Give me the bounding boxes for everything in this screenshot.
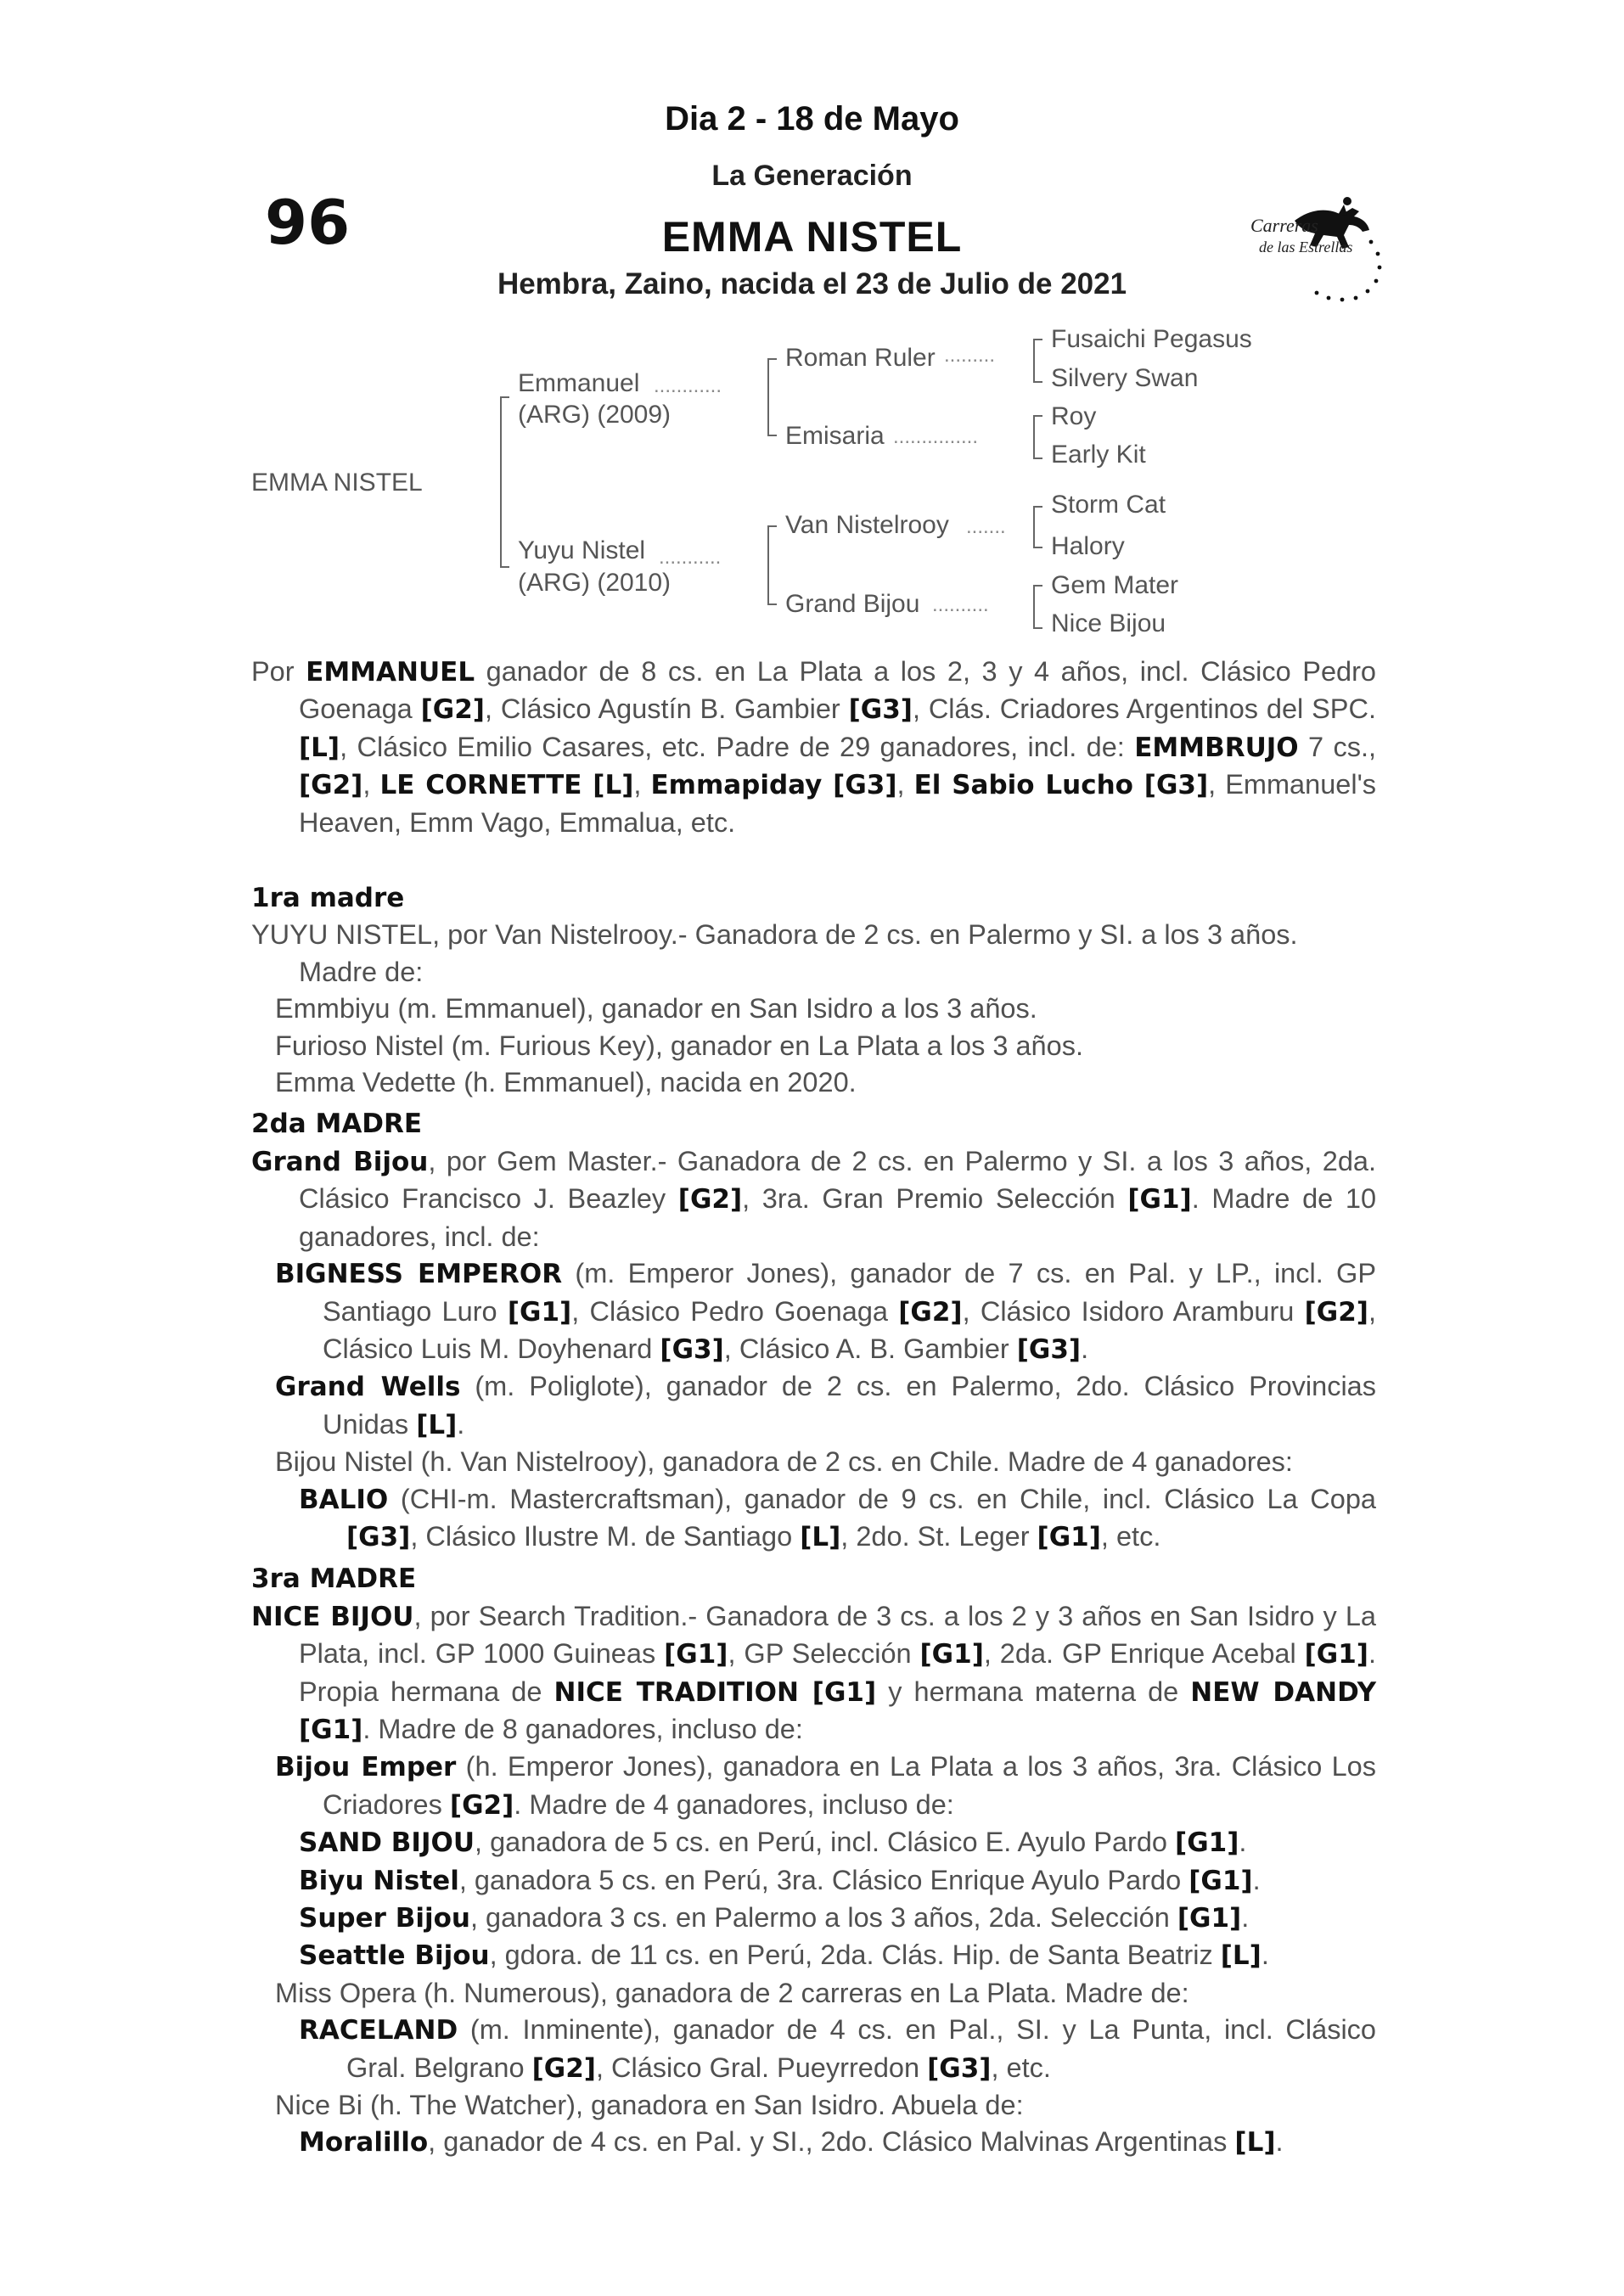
super-bijou: Super Bijou, ganadora 3 cs. en Palermo a los 3 años, 2da. Selección [G1]. xyxy=(299,1902,1250,1934)
pedigree-g6: Halory xyxy=(1051,532,1125,560)
first-dam-line: YUYU NISTEL, por Van Nistelrooy.- Ganadora de 2 cs. en Palermo y SI. a los 3 años. xyxy=(251,919,1298,951)
pedigree-dam-dam: Grand Bijou xyxy=(785,590,920,618)
nice-bi: Nice Bi (h. The Watcher), ganadora en San Isidro. Abuela de: xyxy=(275,2090,1024,2121)
progeny-1: Emmbiyu (m. Emmanuel), ganador en San Isidro a los 3 años. xyxy=(275,993,1037,1024)
logo-text-estrellas: de las Estrellas xyxy=(1259,239,1353,255)
race-name: La Generación xyxy=(711,160,913,192)
svg-text:..........: .......... xyxy=(932,593,989,616)
pedigree-dam-origin: (ARG) (2010) xyxy=(518,569,672,597)
pedigree-dam: Yuyu Nistel xyxy=(518,536,646,564)
logo-text-carreras: Carreras xyxy=(1250,215,1318,236)
svg-text:...............: ............... xyxy=(893,425,979,448)
biyu-nistel: Biyu Nistel, ganadora 5 cs. en Perú, 3ra. Clásico Enrique Ayulo Pardo [G1]. xyxy=(299,1864,1261,1896)
pedigree-chart xyxy=(0,0,1624,671)
svg-text:.........: ......... xyxy=(944,344,996,367)
sire-name: EMMANUEL xyxy=(306,657,475,688)
second-dam-heading: 2da MADRE xyxy=(251,1109,423,1140)
bigness-emperor: BIGNESS EMPEROR (m. Emperor Jones), ganador de 7 cs. en Pal. y LP., incl. GP Santiago Luro [G1], Clásico Pedro Goenaga [G2], Clásico Isidoro Aramburu [G2], Clásico Luis M. Doyhenard [G3], Clásico A. B. Gambier [G3]. xyxy=(275,1258,1377,1365)
miss-opera: Miss Opera (h. Numerous), ganadora de 2 carreras en La Plata. Madre de: xyxy=(275,1977,1189,2008)
madre-de: Madre de: xyxy=(299,956,424,987)
pedigree-g3: Roy xyxy=(1051,402,1097,430)
pedigree-dam-sire: Van Nistelrooy xyxy=(785,511,949,539)
third-dam-paragraph: NICE BIJOU, por Search Tradition.- Ganadora de 3 cs. a los 2 y 3 años en San Isidro y La Plata, incl. GP 1000 Guineas [G1], GP Selección [G1], 2da. GP Enrique Acebal [G1]. Propia hermana de NICE TRADITION [G1] y hermana materna de NEW DANDY [G1]. Madre de 8 ganadores, incluso de: xyxy=(251,1600,1377,1745)
pedigree-g2: Silvery Swan xyxy=(1051,364,1199,392)
raceland: RACELAND (m. Inminente), ganador de 4 cs. en Pal., SI. y La Punta, incl. Clásico Gral. Belgrano [G2], Clásico Gral. Pueyrredon [G3], etc. xyxy=(299,2014,1376,2084)
first-dam-heading: 1ra madre xyxy=(251,883,405,914)
moralillo: Moralillo, ganador de 4 cs. en Pal. y SI., 2do. Clásico Malvinas Argentinas [L]. xyxy=(299,2126,1284,2158)
third-dam-heading: 3ra MADRE xyxy=(251,1563,417,1595)
svg-text:...........: ........... xyxy=(659,546,722,569)
progeny-2: Furioso Nistel (m. Furious Key), ganador en La Plata a los 3 años. xyxy=(275,1030,1083,1061)
pedigree-subject: EMMA NISTEL xyxy=(251,469,423,497)
pedigree-g5: Storm Cat xyxy=(1051,491,1166,519)
bijou-emper: Bijou Emper (h. Emperor Jones), ganadora en La Plata a los 3 años, 3ra. Clásico Los Criadores [G2]. Madre de 4 ganadores, incluso de: xyxy=(275,1751,1376,1821)
progeny-3: Emma Vedette (h. Emmanuel), nacida en 2020. xyxy=(275,1067,857,1098)
seattle-bijou: Seattle Bijou, gdora. de 11 cs. en Perú, 2da. Clás. Hip. de Santa Beatriz [L]. xyxy=(299,1940,1269,1972)
pedigree-g7: Gem Mater xyxy=(1051,571,1179,599)
pedigree-sire: Emmanuel xyxy=(518,369,640,397)
horse-description: Hembra, Zaino, nacida el 23 de Julio de 2021 xyxy=(497,267,1127,300)
second-dam-paragraph: Grand Bijou, por Gem Master.- Ganadora de 2 cs. en Palermo y SI. a los 3 años, 2da. Clásico Francisco J. Beazley [G2], 3ra. Gran Premio Selección [G1]. Madre de 10 ganadores, incl. de: xyxy=(251,1145,1377,1252)
balio: BALIO (CHI-m. Mastercraftsman), ganador de 9 cs. en Chile, incl. Clásico La Copa [G3], Clásico Ilustre M. de Santiago [L], 2do. St. Leger [G1], etc. xyxy=(299,1483,1376,1552)
catalogue-body xyxy=(251,654,1376,2162)
sand-bijou: SAND BIJOU, ganadora de 5 cs. en Perú, incl. Clásico E. Ayulo Pardo [G1]. xyxy=(299,1827,1247,1859)
sale-day: Dia 2 - 18 de Mayo xyxy=(665,100,959,138)
pedigree-sire-dam: Emisaria xyxy=(785,422,885,450)
pedigree-sire-origin: (ARG) (2009) xyxy=(518,401,672,429)
lot-number: 96 xyxy=(265,187,351,258)
pedigree-sire-sire: Roman Ruler xyxy=(785,344,936,372)
grand-wells: Grand Wells (m. Poliglote), ganador de 2 cs. en Palermo, 2do. Clásico Provincias Unidas [L]. xyxy=(275,1371,1377,1440)
svg-text:.......: ....... xyxy=(966,515,1006,538)
pedigree-lines xyxy=(0,0,1624,671)
pedigree-g8: Nice Bijou xyxy=(1051,609,1166,637)
sire-paragraph: Por EMMANUEL ganador de 8 cs. en La Plata a los 2, 3 y 4 años, incl. Clásico Pedro Goenaga [G2], Clásico Agustín B. Gambier [G3], Clás. Criadores Argentinos del SPC. [L], Clásico Emilio Casares, etc. Padre de 29 ganadores, incl. de: EMMBRUJO 7 cs., [G2], LE CORNETTE [L], Emmapiday [G3], El Sabio Lucho [G3], Emmanuel's Heaven, Emm Vago, Emmalua, etc. xyxy=(251,656,1377,838)
horse-name: EMMA NISTEL xyxy=(661,213,963,261)
pedigree-g1: Fusaichi Pegasus xyxy=(1051,325,1252,353)
svg-text:............: ............ xyxy=(654,374,722,397)
bijou-nistel: Bijou Nistel (h. Van Nistelrooy), ganadora de 2 cs. en Chile. Madre de 4 ganadores: xyxy=(275,1446,1293,1478)
pedigree-g4: Early Kit xyxy=(1051,441,1146,469)
